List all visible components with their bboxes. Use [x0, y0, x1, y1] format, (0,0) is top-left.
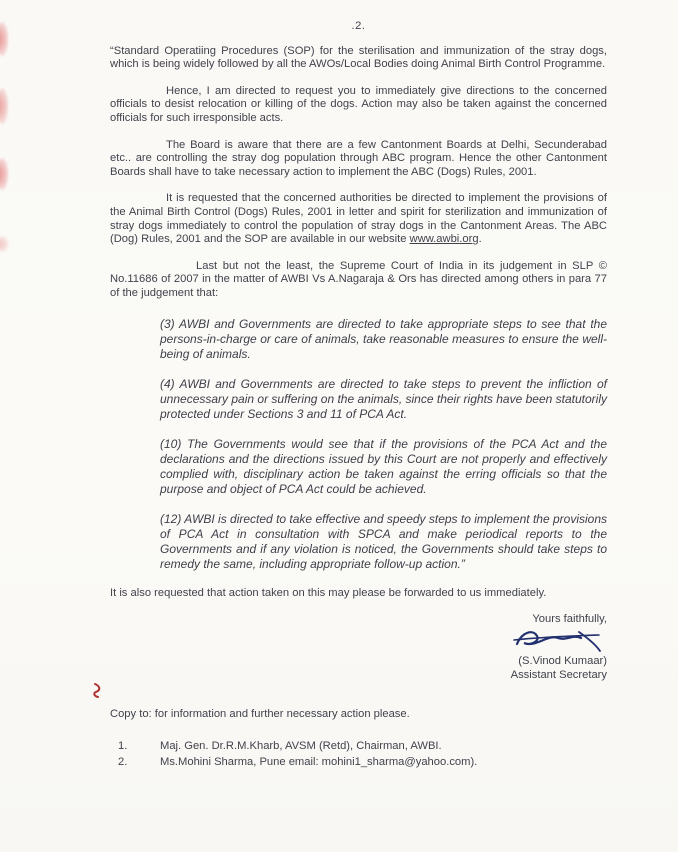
judgement-quotes	[110, 317, 607, 572]
list-item-text: Ms.Mohini Sharma, Pune email: mohini1_sharma@yahoo.com).	[160, 756, 478, 769]
list-item-number: 1.	[118, 739, 128, 752]
signatory-title: Assistant Secretary	[510, 669, 607, 682]
scan-artifact-smudge	[0, 88, 8, 124]
list-item-number: 2.	[118, 756, 128, 769]
signature-block	[110, 612, 607, 682]
awbi-website-link[interactable]: www.awbi.org	[409, 233, 479, 246]
list-item	[110, 740, 607, 754]
quote-paragraph: (4) AWBI and Governments are directed to take steps to prevent the infliction of unnecessary pain or suffering on the animals, since their rights have been statutorily protected under Sections 3 and 11 of PCA Act.	[160, 376, 607, 421]
quote-paragraph: (12) AWBI is directed to take effective and speedy steps to implement the provisions of PCA Act in consultation with SPCA and make periodical reports to the Governments and if any violation is noticed, the Governments should take steps to remedy the same, including appropriate follow-up action.”	[160, 511, 607, 571]
quote-paragraph: (3) AWBI and Governments are directed to take appropriate steps to see that the persons-in-charge or care of animals, take reasonable measures to ensure the well-being of animals.	[160, 316, 607, 361]
list-item-text: Maj. Gen. Dr.R.M.Kharb, AVSM (Retd), Chairman, AWBI.	[160, 739, 442, 752]
signatory-name: (S.Vinod Kumaar)	[518, 655, 607, 668]
paragraph-suffix: .	[478, 233, 482, 246]
closing-request-line: It is also requested that action taken on this may please be forwarded to us immediately.	[110, 586, 547, 599]
red-pen-mark	[90, 682, 104, 705]
paragraph-text: It is requested that the concerned authorities be directed to implement the provisions of the Animal Birth Control (Dogs) Rules, 2001 in letter and spirit for sterilization and immunization of stray dogs immediately to control the population of stray dogs in the Cantonment Areas. The ABC (Dog) Rules, 2001 and the SOP are available in our website	[110, 192, 607, 246]
scan-artifact-smudge	[0, 236, 8, 252]
body-paragraph-website	[110, 192, 607, 246]
list-item	[110, 756, 607, 770]
body-paragraph: The Board is aware that there are a few Cantonment Boards at Delhi, Secunderabad etc.. are controlling the stray dog population through ABC program. Hence the other Cantonment Boards shall have to take necessary action to implement the ABC (Dogs) Rules, 2001.	[110, 138, 607, 178]
body-paragraph: Hence, I am directed to request you to immediately give directions to the concerned officials to desist relocation or killing of the dogs. Action may also be taken against the concerned officials for such irresponsible acts.	[110, 84, 607, 124]
copy-to-list	[110, 740, 607, 770]
scan-artifact-smudge	[0, 22, 8, 56]
body-paragraph: Last but not the least, the Supreme Court of India in its judgement in SLP © No.11686 of 2007 in the matter of AWBI Vs A.Nagaraja & Ors has directed among others in para 77 of the judgement that:	[110, 259, 607, 299]
salutation: Yours faithfully,	[532, 613, 607, 626]
page-number: .2.	[351, 20, 366, 32]
quote-paragraph: (10) The Governments would see that if the provisions of the PCA Act and the declarations and the directions issued by this Court are not properly and effectively complied with, disciplinary action be taken against the erring officials so that the purpose and object of PCA Act could be achieved.	[160, 436, 607, 496]
body-paragraph: “Standard Operatiing Procedures (SOP) for the sterilisation and immunization of the stray dogs, which is being widely followed by all the AWOs/Local Bodies doing Animal Birth Control Programme.	[110, 44, 607, 71]
copy-to-line: Copy to: for information and further necessary action please.	[110, 708, 410, 721]
scan-artifact-smudge	[0, 158, 8, 190]
signature-scribble	[110, 627, 603, 653]
